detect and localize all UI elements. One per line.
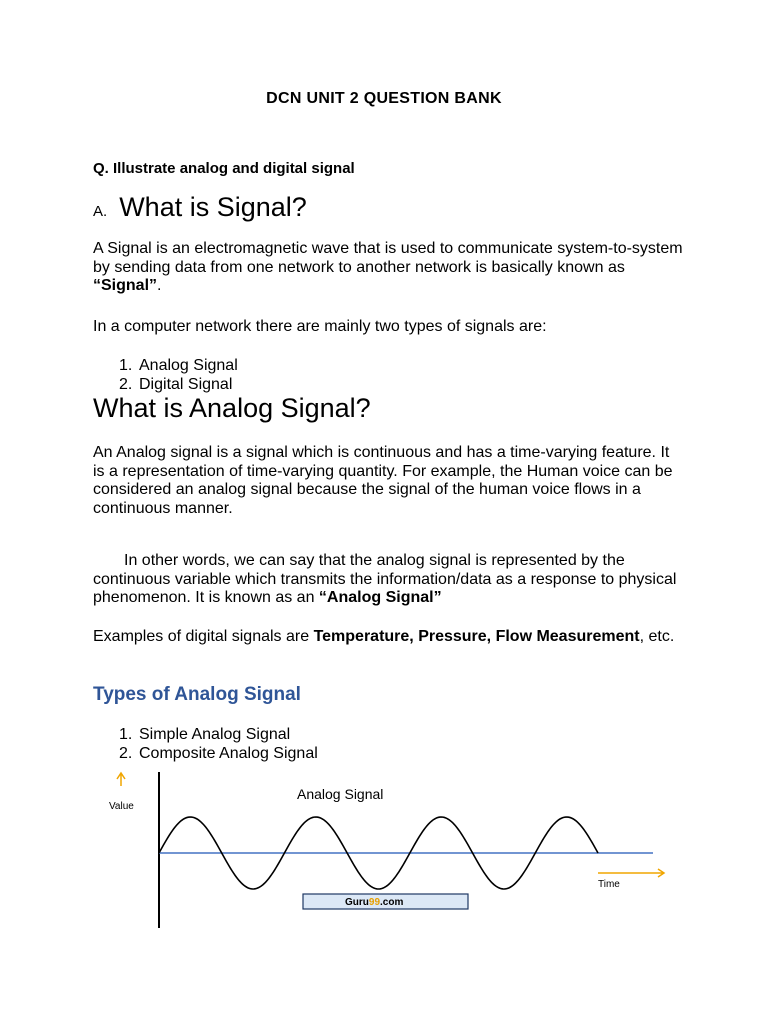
document-title: DCN UNIT 2 QUESTION BANK bbox=[266, 90, 502, 107]
examples-bold: Temperature, Pressure, Flow Measurement bbox=[313, 628, 640, 645]
list-item-label: Composite Analog Signal bbox=[139, 744, 318, 762]
answer-prefix: A. bbox=[93, 203, 108, 220]
list-item-label: Simple Analog Signal bbox=[139, 726, 291, 743]
signal-definition bbox=[93, 240, 683, 296]
analog-paragraph-2 bbox=[93, 552, 683, 608]
analog-paragraph-2-bold: “Analog Signal” bbox=[318, 589, 442, 606]
list-item bbox=[93, 726, 318, 745]
list-item-number: 2. bbox=[119, 744, 133, 762]
signal-types-list bbox=[93, 357, 238, 394]
heading-what-is-analog-signal: What is Analog Signal? bbox=[93, 393, 371, 423]
list-item bbox=[93, 357, 238, 376]
list-item-number: 2. bbox=[119, 375, 133, 393]
list-item-number: 1. bbox=[119, 726, 133, 743]
signal-definition-end: . bbox=[157, 277, 162, 294]
heading-what-is-signal: What is Signal? bbox=[119, 192, 307, 222]
analog-paragraph-1: An Analog signal is a signal which is continuous and has a time-varying feature. It is a representation of time-varying quantity. For example, the Human voice can be considered an analog signal because the signal of the human voice flows in a continuous manner. bbox=[93, 444, 673, 517]
types-intro: In a computer network there are mainly two types of signals are: bbox=[93, 318, 547, 335]
analog-signal-chart bbox=[93, 770, 668, 930]
watermark-suffix: .com bbox=[380, 897, 404, 908]
y-axis-label: Value bbox=[109, 801, 134, 812]
examples-paragraph bbox=[93, 628, 683, 647]
answer-heading-line bbox=[93, 192, 307, 223]
chart-title: Analog Signal bbox=[297, 786, 384, 802]
analog-signal-figure bbox=[93, 770, 668, 930]
heading-types-of-analog-signal: Types of Analog Signal bbox=[93, 684, 301, 705]
watermark-accent: 99 bbox=[368, 897, 381, 908]
signal-definition-bold: “Signal” bbox=[93, 277, 158, 294]
x-axis-arrow-icon bbox=[598, 869, 664, 877]
watermark-name: Guru bbox=[345, 897, 369, 908]
list-item-label: Analog Signal bbox=[139, 357, 238, 374]
question-text: Q. Illustrate analog and digital signal bbox=[93, 160, 355, 177]
list-item-number: 1. bbox=[119, 357, 133, 374]
x-axis-label: Time bbox=[598, 879, 620, 890]
watermark-text bbox=[345, 897, 403, 908]
y-axis-arrow-icon bbox=[117, 773, 125, 786]
list-item bbox=[93, 745, 318, 764]
examples-text: Examples of digital signals are bbox=[93, 628, 314, 645]
analog-types-list bbox=[93, 726, 318, 763]
examples-end: , etc. bbox=[639, 628, 675, 645]
list-item bbox=[93, 376, 238, 395]
signal-definition-text: A Signal is an electromagnetic wave that is used to communicate system-to-system by sending data from one network to another network is basically known as bbox=[93, 240, 683, 276]
analog-paragraph-2-text: In other words, we can say that the analog signal is represented by the continuous variable which transmits the information/data as a response to physical phenomenon. It is known as an bbox=[93, 552, 677, 606]
list-item-label: Digital Signal bbox=[139, 375, 233, 393]
